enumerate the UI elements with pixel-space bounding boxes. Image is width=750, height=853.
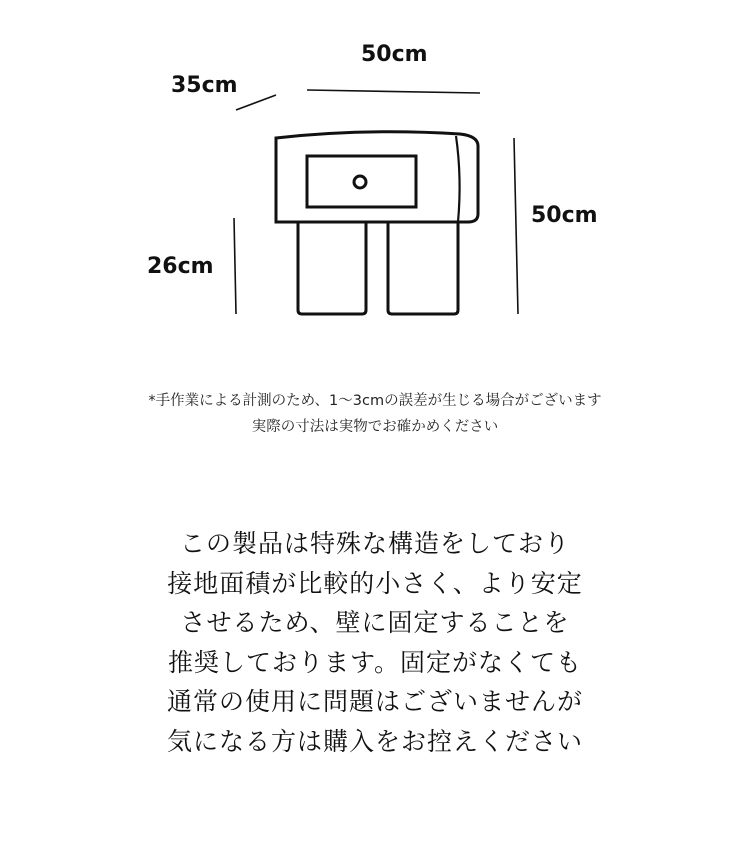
description-line: 推奨しております。固定がなくても — [167, 647, 582, 677]
description-line: 接地面積が比較的小さく、より安定 — [167, 568, 583, 598]
dimension-diagram — [0, 0, 750, 340]
left-leg — [298, 222, 366, 314]
leg-height-dimension-line — [234, 218, 236, 314]
drawer-knob — [354, 176, 366, 188]
description-line: 気になる方は購入をお控えください — [166, 726, 583, 756]
leg-height-label: 26cm — [147, 254, 214, 279]
depth-label: 35cm — [171, 73, 238, 98]
product-description — [0, 524, 750, 761]
depth-dimension-line — [236, 95, 276, 110]
height-dimension-line — [514, 138, 518, 314]
height-label: 50cm — [531, 203, 598, 228]
description-line: 通常の使用に問題はございませんが — [166, 687, 583, 716]
measurement-note: *手作業による計測のため、1～3cmの誤差が生じる場合がございます — [148, 393, 602, 409]
width-dimension-line — [307, 90, 480, 93]
right-leg — [388, 222, 458, 314]
description-line: させるため、壁に固定することを — [180, 608, 570, 637]
description-line: この製品は特殊な構造をしており — [179, 529, 570, 558]
drawer — [307, 156, 416, 207]
width-label: 50cm — [361, 42, 428, 67]
measurement-note-2: 実際の寸法は実物でお確かめください — [251, 419, 499, 435]
